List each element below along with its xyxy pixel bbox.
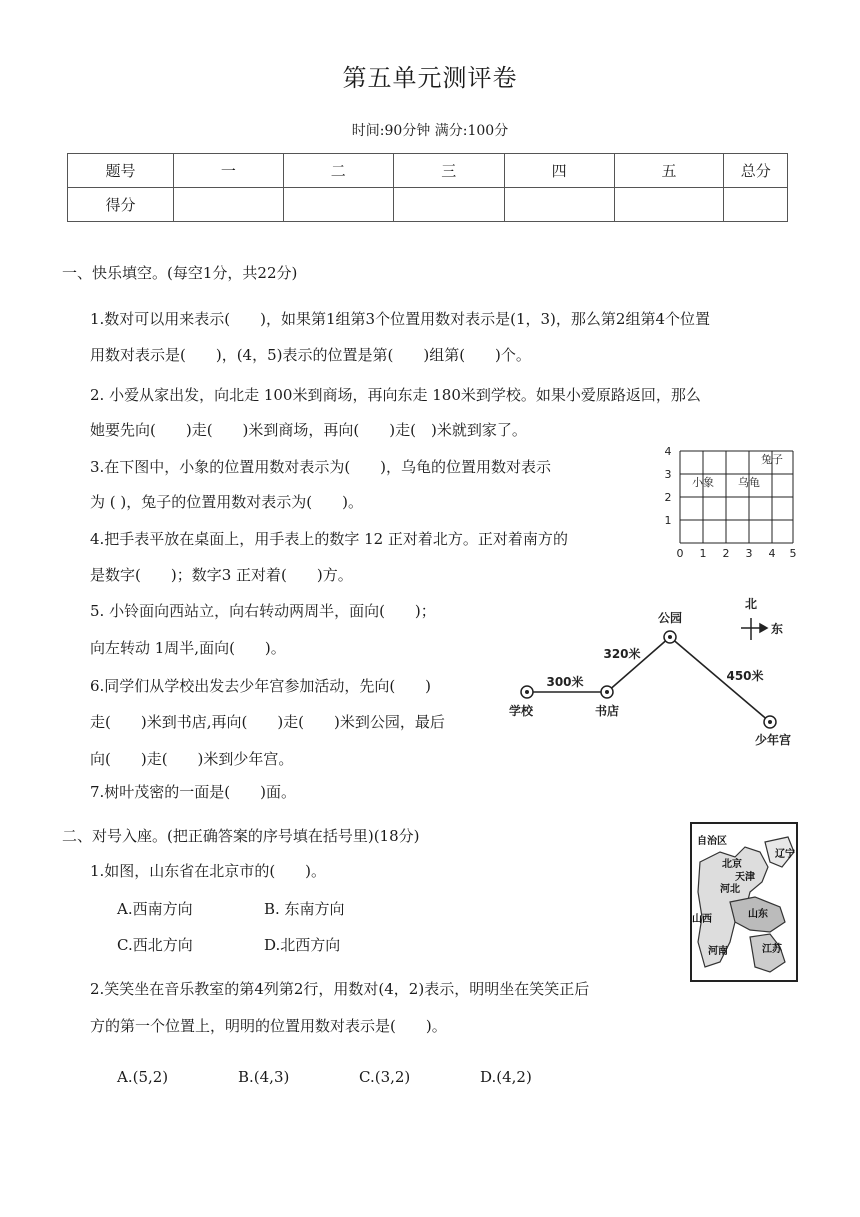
map-label: 天津 — [735, 872, 755, 883]
school-label: 学校 — [508, 704, 534, 718]
score-input-cell[interactable] — [393, 188, 504, 222]
compass-north-label: 北 — [744, 597, 758, 611]
park-label: 公园 — [657, 611, 683, 625]
distance-label: 300米 — [546, 675, 584, 689]
turtle-label: 乌龟 — [738, 476, 760, 489]
table-cell: 得分 — [68, 188, 174, 222]
y-tick-label: 2 — [664, 491, 672, 504]
question-line: 向( )走( )米到少年宫。 — [90, 750, 294, 768]
question-line: 走( )米到书店,再向( )走( )米到公园，最后 — [90, 713, 445, 731]
table-cell: 二 — [283, 154, 393, 188]
page-title: 第五单元测评卷 — [342, 64, 518, 92]
section2-heading: 二、对号入座。(把正确答案的序号填在括号里)(18分) — [62, 827, 420, 845]
table-cell: 题号 — [68, 154, 174, 188]
bookstore-label: 书店 — [594, 704, 620, 718]
score-table — [67, 153, 788, 222]
y-tick-label: 3 — [664, 468, 672, 481]
rabbit-label: 兔子 — [761, 453, 783, 466]
coordinate-grid-figure — [660, 443, 800, 563]
question-line: 为 ( )，兔子的位置用数对表示为( )。 — [90, 493, 363, 511]
elephant-label: 小象 — [692, 476, 714, 489]
question-line: 5. 小铃面向西站立，向右转动两周半，面向( )； — [90, 602, 436, 620]
x-tick-label: 3 — [745, 547, 753, 560]
question-line: 1.如图，山东省在北京市的( )。 — [90, 862, 327, 880]
x-tick-label: 0 — [676, 547, 684, 560]
x-tick-label: 4 — [768, 547, 776, 560]
map-label: 河北 — [720, 884, 740, 895]
answer-option[interactable]: B.(4,3) — [238, 1068, 290, 1086]
section1-heading: 一、快乐填空。(每空1分，共22分) — [62, 264, 298, 282]
map-label: 自治区 — [697, 836, 727, 847]
question-line: 她要先向( )走( )米到商场，再向( )走( )米就到家了。 — [90, 421, 527, 439]
question-line: 方的第一个位置上，明明的位置用数对表示是( )。 — [90, 1017, 447, 1035]
answer-option[interactable]: C.西北方向 — [117, 936, 193, 954]
table-cell: 总分 — [724, 154, 788, 188]
score-input-cell[interactable] — [724, 188, 788, 222]
map-label: 山东 — [748, 909, 768, 920]
score-input-cell[interactable] — [504, 188, 614, 222]
question-line: 1.数对可以用来表示( )，如果第1组第3个位置用数对表示是(1，3)，那么第2组第4个位置 — [90, 310, 710, 328]
score-input-cell[interactable] — [173, 188, 283, 222]
table-row — [68, 154, 788, 188]
table-cell: 三 — [393, 154, 504, 188]
question-line: 3.在下图中，小象的位置用数对表示为( )，乌龟的位置用数对表示 — [90, 458, 552, 476]
youth-palace-label: 少年宫 — [754, 733, 792, 747]
compass-east-label: 东 — [770, 622, 784, 636]
question-line: 2. 小爱从家出发，向北走 100米到商场，再向东走 180米到学校。如果小爱原路返回，那么 — [90, 386, 701, 404]
question-line: 向左转动 1周半,面向( )。 — [90, 639, 286, 657]
answer-option[interactable]: B. 东南方向 — [264, 900, 345, 918]
table-row — [68, 188, 788, 222]
map-label: 辽宁 — [775, 849, 795, 860]
question-line: 6.同学们从学校出发去少年宫参加活动，先向( ) — [90, 677, 432, 695]
route-map-figure — [505, 590, 805, 760]
answer-option[interactable]: D.(4,2) — [480, 1068, 532, 1086]
x-tick-label: 5 — [789, 547, 797, 560]
answer-option[interactable]: C.(3,2) — [359, 1068, 411, 1086]
answer-option[interactable]: A.(5,2) — [117, 1068, 169, 1086]
question-line: 4.把手表平放在桌面上，用手表上的数字 12 正对着北方。正对着南方的 — [90, 530, 568, 548]
map-label: 河南 — [708, 946, 728, 957]
score-input-cell[interactable] — [283, 188, 393, 222]
x-tick-label: 2 — [722, 547, 730, 560]
province-map-figure — [690, 822, 798, 982]
y-tick-label: 1 — [664, 514, 672, 527]
score-input-cell[interactable] — [614, 188, 724, 222]
map-label: 山西 — [692, 914, 712, 925]
map-label: 江苏 — [762, 944, 782, 955]
distance-label: 450米 — [726, 669, 764, 683]
table-cell: 五 — [614, 154, 724, 188]
x-tick-label: 1 — [699, 547, 707, 560]
answer-option[interactable]: D.北西方向 — [264, 936, 341, 954]
distance-label: 320米 — [603, 647, 641, 661]
question-line: 2.笑笑坐在音乐教室的第4列第2行，用数对(4，2)表示，明明坐在笑笑正后 — [90, 980, 590, 998]
exam-info: 时间:90分钟 满分:100分 — [351, 123, 509, 139]
question-line: 用数对表示是( )，(4，5)表示的位置是第( )组第( )个。 — [90, 346, 531, 364]
table-cell: 一 — [173, 154, 283, 188]
map-label: 北京 — [722, 859, 742, 870]
question-line: 7.树叶茂密的一面是( )面。 — [90, 783, 297, 801]
question-line: 是数字( )；数字3 正对着( )方。 — [90, 566, 353, 584]
answer-option[interactable]: A.西南方向 — [117, 900, 193, 918]
y-tick-label: 4 — [664, 445, 672, 458]
table-cell: 四 — [504, 154, 614, 188]
